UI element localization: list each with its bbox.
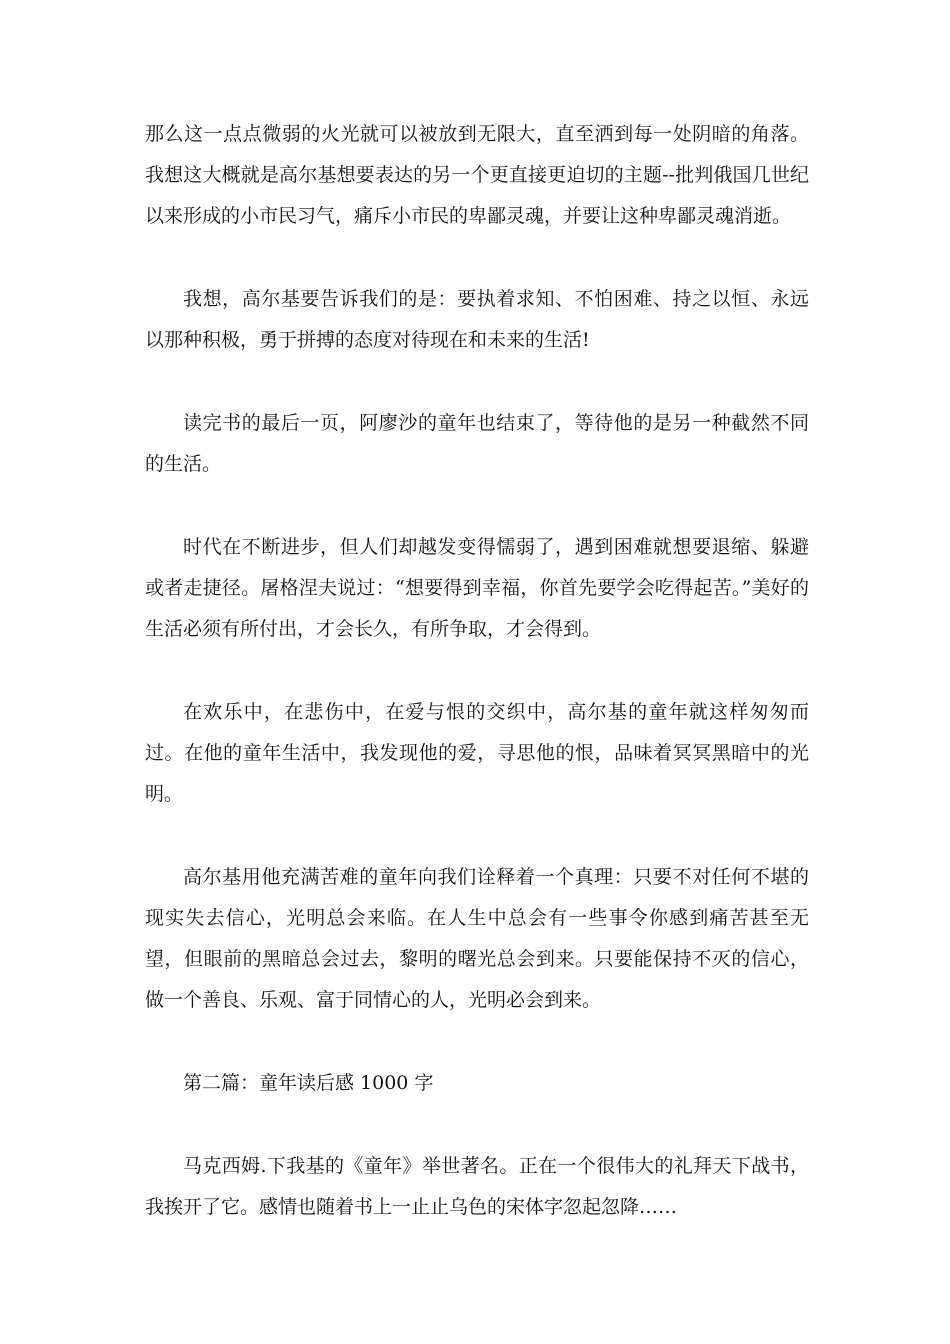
paragraph-2: 我想，高尔基要告诉我们的是：要执着求知、不怕困难、持之以恒、永远以那种积极，勇于拼搏的态度对待现在和未来的生活! <box>145 288 809 351</box>
paragraph-1: 那么这一点点微弱的火光就可以被放到无限大，直至洒到每一处阴暗的角落。我想这大概就是高尔基想要表达的另一个更直接更迫切的主题--批判俄国几世纪以来形成的小市民习气，痛斥小市民的卑鄙灵魂，并要让这种卑鄙灵魂消逝。 <box>145 123 809 227</box>
paragraph-6: 高尔基用他充满苦难的童年向我们诠释着一个真理：只要不对任何不堪的现实失去信心，光明总会来临。在人生中总会有一些事令你感到痛苦甚至无望，但眼前的黑暗总会过去，黎明的曙光总会到来。只要能保持不灭的信心，做一个善良、乐观、富于同情心的人，光明必会到来。 <box>145 866 809 1011</box>
paragraph-5: 在欢乐中，在悲伤中，在爱与恨的交织中，高尔基的童年就这样匆匆而过。在他的童年生活中，我发现他的爱，寻思他的恨，品味着冥冥黑暗中的光明。 <box>145 701 809 805</box>
section-heading: 第二篇：童年读后感 1000 字 <box>183 1072 434 1094</box>
document-body <box>145 114 809 1270</box>
paragraph-7: 马克西姆.下我基的《童年》举世著名。正在一个很伟大的礼拜天下战书，我挨开了它。感情也随着书上一止止乌色的宋体字忽起忽降…… <box>145 1155 809 1218</box>
paragraph-3: 读完书的最后一页，阿廖沙的童年也结束了，等待他的是另一种截然不同的生活。 <box>145 412 809 475</box>
paragraph-4: 时代在不断进步，但人们却越发变得懦弱了，遇到困难就想要退缩、躲避或者走捷径。屠格涅夫说过：“想要得到幸福，你首先要学会吃得起苦。”美好的生活必须有所付出，才会长久，有所争取，才会得到。 <box>145 536 809 640</box>
